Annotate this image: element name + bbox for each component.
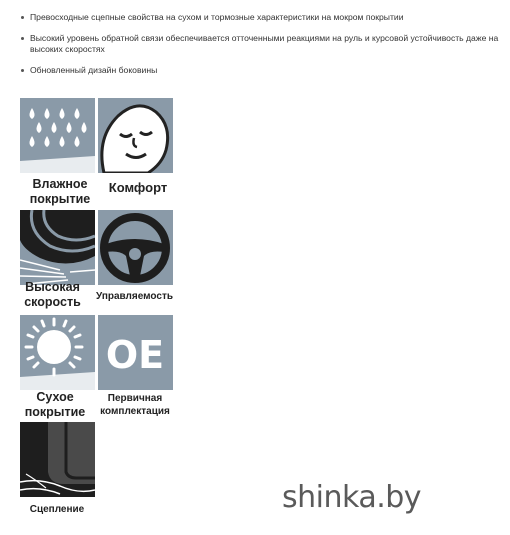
wet-surface-tile — [20, 98, 95, 173]
handling-tile — [98, 210, 173, 285]
tire-speed-icon — [20, 210, 95, 285]
high-speed-tile — [20, 210, 95, 285]
tire-tread-icon — [20, 422, 95, 497]
comfort-tile — [98, 98, 173, 173]
comfort-caption: Комфорт — [108, 180, 168, 195]
high-speed-caption: Высокая скорость — [24, 280, 81, 309]
oe-badge-icon — [98, 315, 173, 390]
wet-surface-caption: Влажное покрытие — [29, 177, 91, 206]
sun-icon — [20, 315, 95, 390]
steering-wheel-icon — [98, 210, 173, 285]
smiling-face-icon — [98, 98, 173, 173]
oe-caption: Первичная комплектация — [100, 393, 170, 417]
bullet-item: Превосходные сцепные свойства на сухом и тормозные характеристики на мокром покрытии — [20, 12, 500, 24]
dry-surface-tile — [20, 315, 95, 390]
oe-tile — [98, 315, 173, 390]
site-logo: shinka.by — [282, 480, 422, 515]
bullet-item: Высокий уровень обратной связи обеспечивается отточенными реакциями на руль и курсовой устойчивость даже на высоких скоростях — [20, 33, 500, 56]
handling-caption: Управляемость — [95, 291, 174, 302]
bullet-item: Обновленный дизайн боковины — [20, 65, 500, 77]
raindrops-icon — [20, 98, 95, 173]
feature-bullet-list — [20, 12, 500, 85]
grip-caption: Сцепление — [29, 504, 85, 515]
grip-tile — [20, 422, 95, 497]
oe-badge-text: OE — [105, 333, 165, 377]
dry-surface-caption: Сухое покрытие — [24, 390, 86, 419]
